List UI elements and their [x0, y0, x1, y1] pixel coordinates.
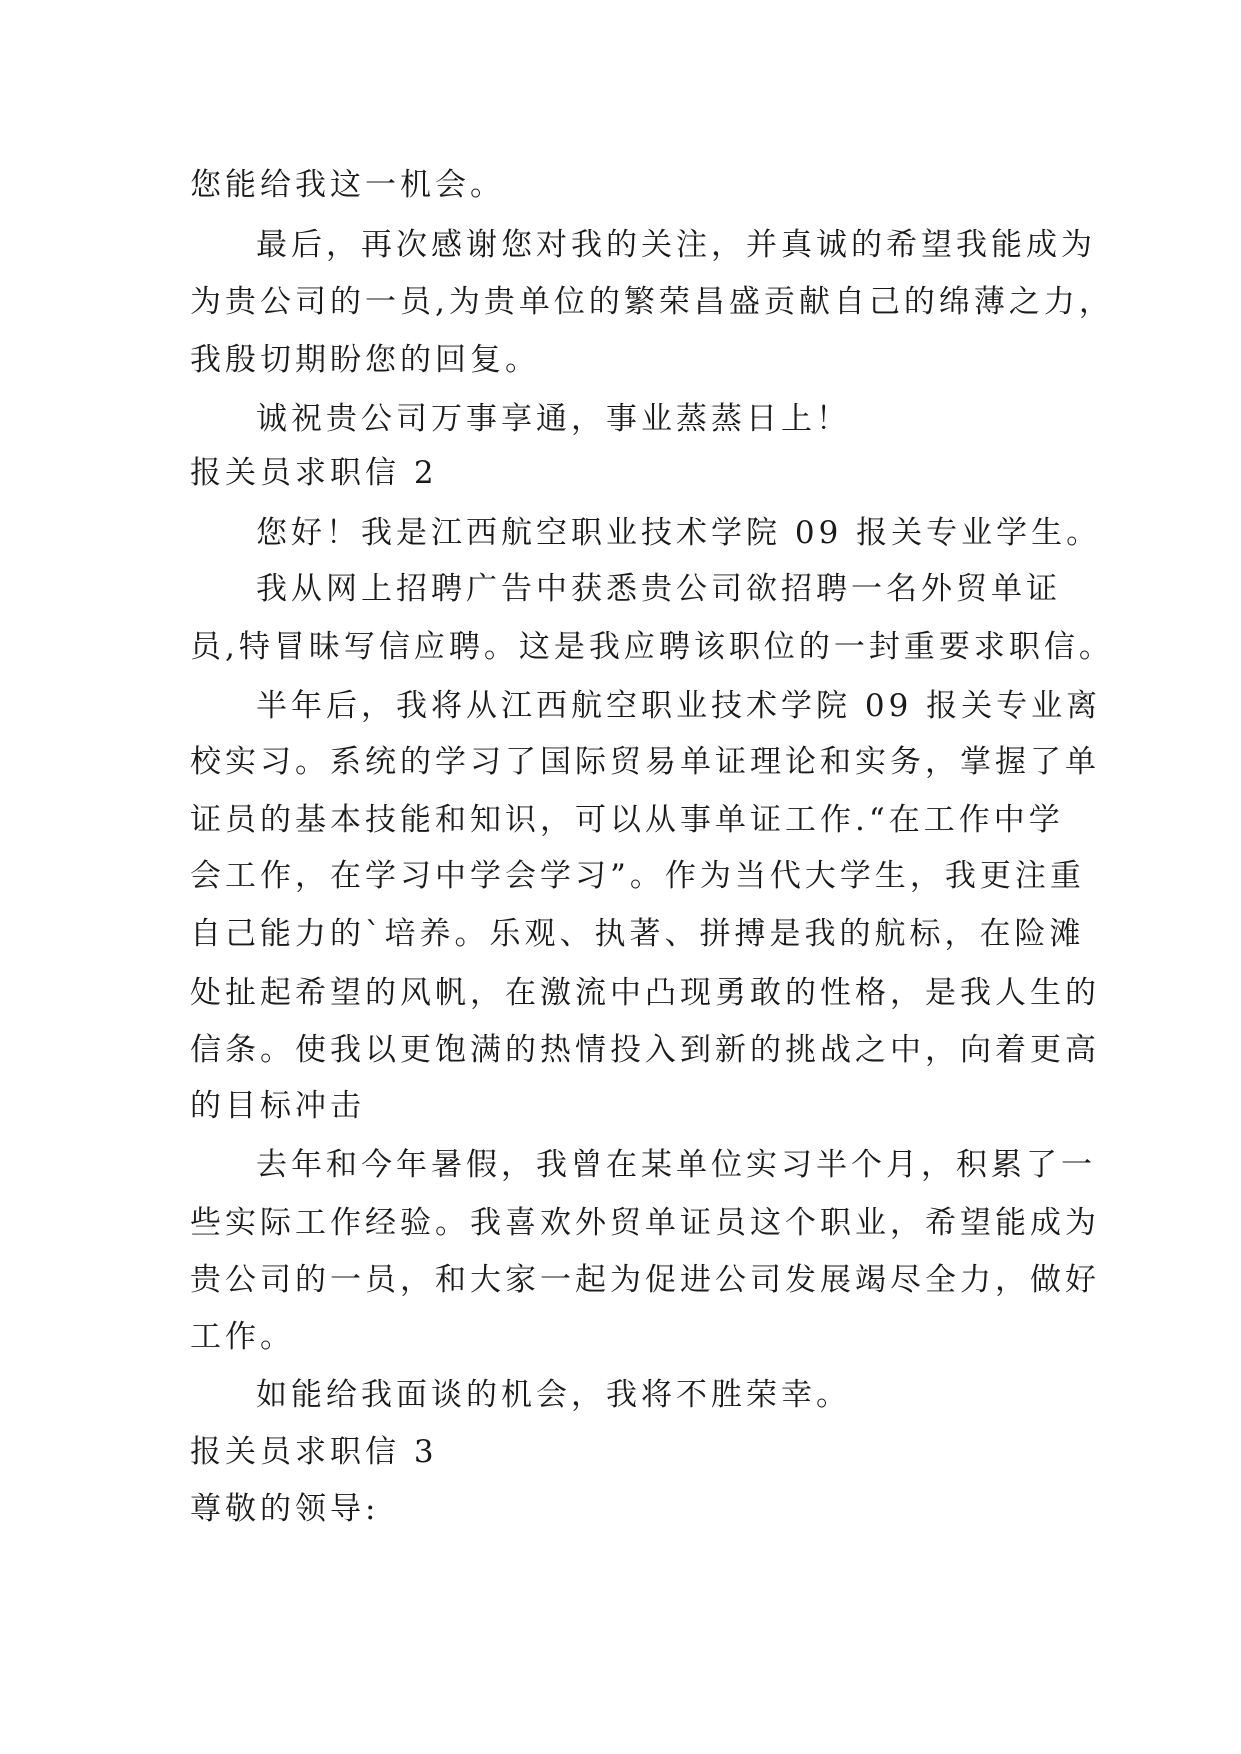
paragraph-line: 去年和今年暑假，我曾在某单位实习半个月，积累了一 — [256, 1147, 1096, 1183]
section-heading: 报关员求职信 2 — [190, 455, 438, 491]
text-line: 贵公司的一员，和大家一起为促进公司发展竭尽全力，做好 — [190, 1262, 1100, 1298]
text-line: 自己能力的`培养。乐观、执著、拼搏是我的航标，在险滩 — [190, 916, 1085, 952]
paragraph-line: 最后，再次感谢您对我的关注，并真诚的希望我能成为 — [256, 227, 1096, 263]
text-line: 我殷切期盼您的回复。 — [190, 342, 540, 378]
text-line: 处扯起希望的风帆，在激流中凸现勇敢的性格，是我人生的 — [190, 975, 1100, 1011]
text-line: 些实际工作经验。我喜欢外贸单证员这个职业，希望能成为 — [190, 1205, 1100, 1241]
paragraph-line: 我从网上招聘广告中获悉贵公司欲招聘一名外贸单证 — [256, 571, 1061, 607]
text-line: 您能给我这一机会。 — [190, 167, 505, 203]
text-line: 证员的基本技能和知识，可以从事单证工作.“在工作中学 — [190, 802, 1064, 838]
text-line: 员,特冒昧写信应聘。这是我应聘该职位的一封重要求职信。 — [190, 629, 1114, 665]
paragraph-line: 如能给我面谈的机会，我将不胜荣幸。 — [256, 1377, 851, 1413]
text-line: 工作。 — [190, 1319, 295, 1355]
text-line: 信条。使我以更饱满的热情投入到新的挑战之中，向着更高 — [190, 1032, 1100, 1068]
section-heading: 报关员求职信 3 — [190, 1434, 438, 1470]
text-line: 会工作，在学习中学会学习”。作为当代大学生，我更注重 — [190, 858, 1085, 894]
paragraph-line: 诚祝贵公司万事享通，事业蒸蒸日上！ — [256, 401, 851, 437]
paragraph-line: 您好！我是江西航空职业技术学院 09 报关专业学生。 — [256, 515, 1102, 551]
text-line: 为贵公司的一员,为贵单位的繁荣昌盛贡献自己的绵薄之力， — [190, 284, 1114, 320]
paragraph-line: 半年后，我将从江西航空职业技术学院 09 报关专业离 — [256, 688, 1102, 724]
text-line: 校实习。系统的学习了国际贸易单证理论和实务，掌握了单 — [190, 744, 1100, 780]
salutation: 尊敬的领导: — [190, 1491, 380, 1527]
text-line: 的目标冲击 — [190, 1088, 365, 1124]
